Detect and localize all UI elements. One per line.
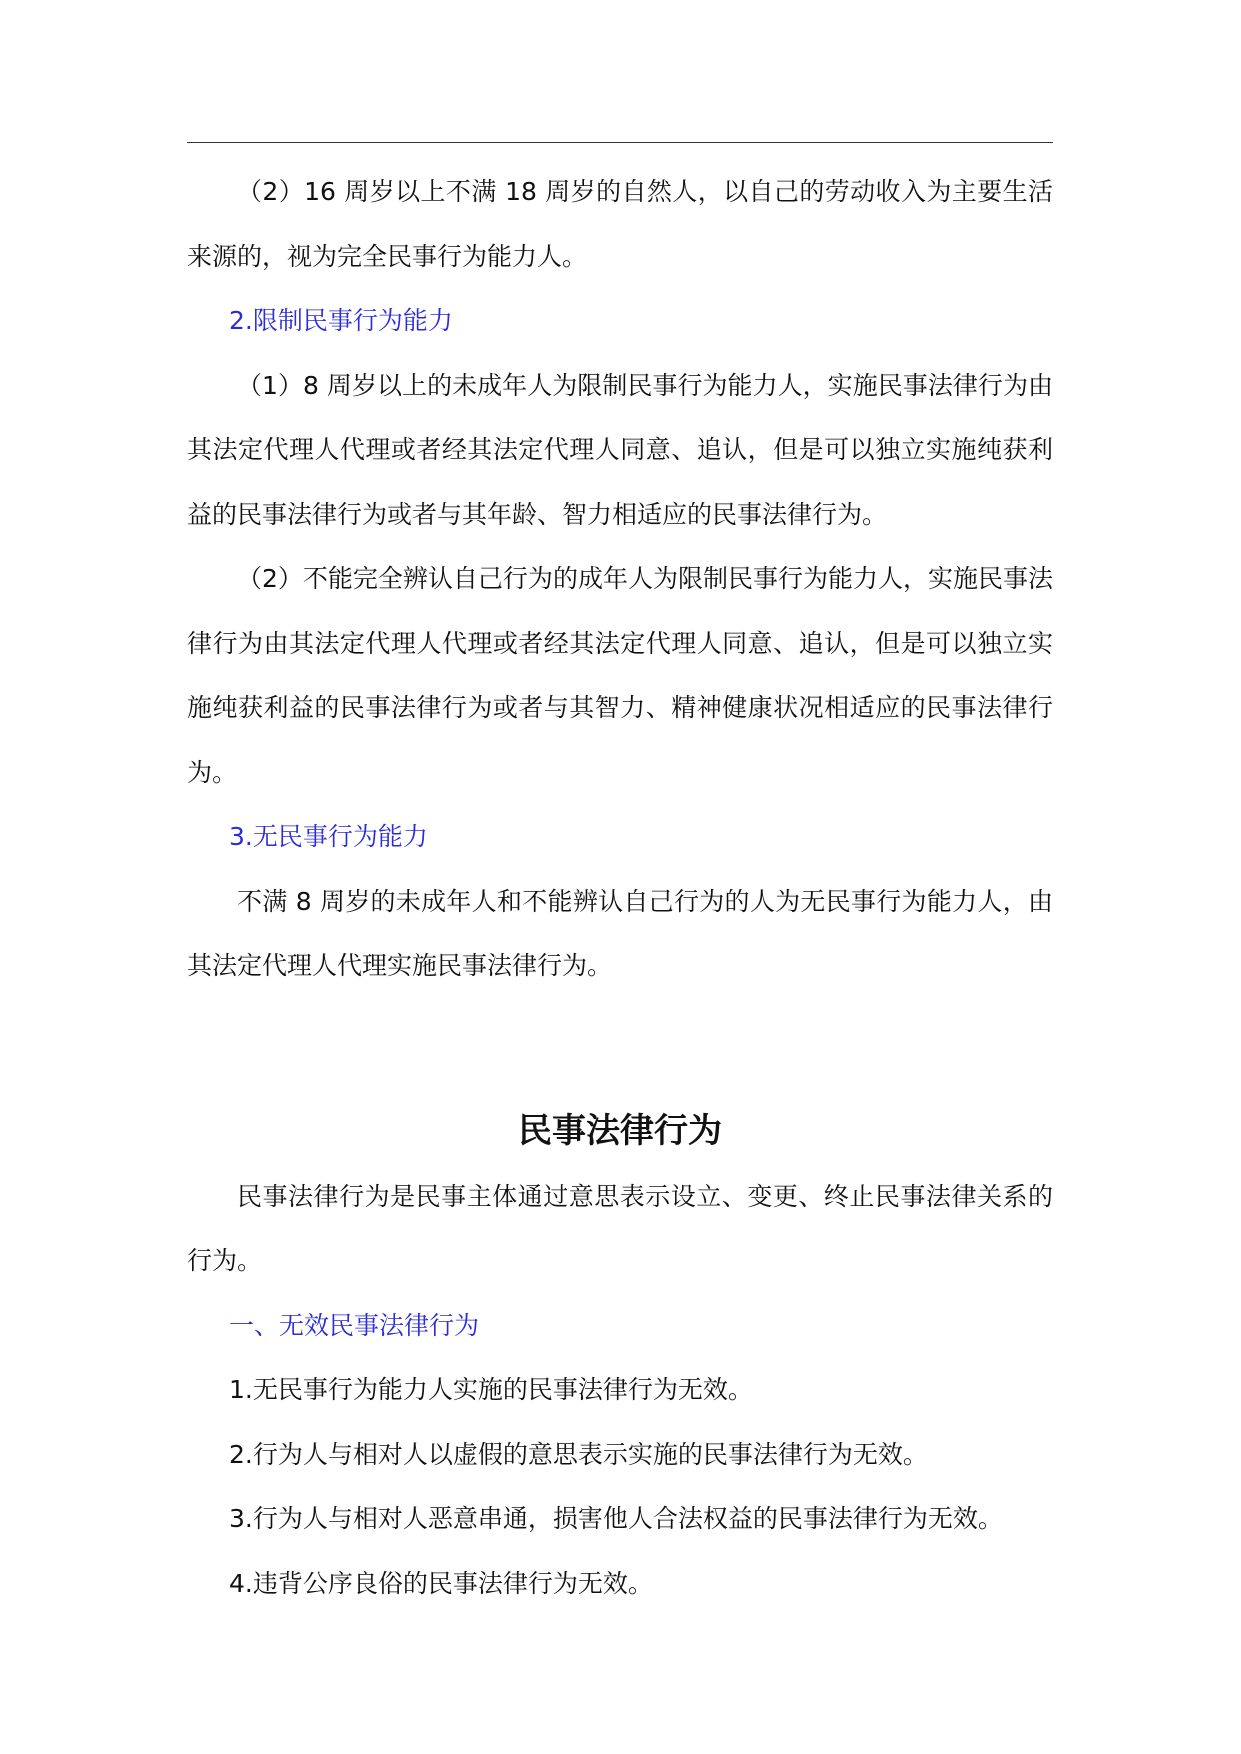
section-title: 民事法律行为	[518, 1110, 722, 1151]
paragraph-limited-capacity-2: （2）不能完全辨认自己行为的成年人为限制民事行为能力人，实施民事法律行为由其法定代理人代理或者经其法定代理人同意、追认，但是可以独立实施纯获利益的民事法律行为或者与其智力、精神健康状况相适应的民事法律行为。	[187, 564, 1053, 787]
heading-limited-capacity: 2.限制民事行为能力	[229, 306, 453, 335]
list-item: 3.行为人与相对人恶意串通，损害他人合法权益的民事法律行为无效。	[229, 1504, 1003, 1533]
list-item: 2.行为人与相对人以虚假的意思表示实施的民事法律行为无效。	[229, 1439, 928, 1469]
header-rule	[187, 142, 1053, 143]
document-body	[187, 160, 1053, 1616]
paragraph-intro: 民事法律行为是民事主体通过意思表示设立、变更、终止民事法律关系的行为。	[187, 1181, 1053, 1275]
paragraph-limited-capacity-1: （1）8 周岁以上的未成年人为限制民事行为能力人，实施民事法律行为由其法定代理人代理或者经其法定代理人同意、追认，但是可以独立实施纯获利益的民事法律行为或者与其年龄、智力相适应的民事法律行为。	[187, 370, 1053, 529]
heading-no-capacity: 3.无民事行为能力	[229, 822, 428, 851]
paragraph-full-capacity-2: （2）16 周岁以上不满 18 周岁的自然人，以自己的劳动收入为主要生活来源的，视为完全民事行为能力人。	[187, 177, 1053, 271]
paragraph-no-capacity: 不满 8 周岁的未成年人和不能辨认自己行为的人为无民事行为能力人，由其法定代理人代理实施民事法律行为。	[187, 886, 1053, 980]
list-item: 4.违背公序良俗的民事法律行为无效。	[229, 1568, 653, 1598]
list-item: 1.无民事行为能力人实施的民事法律行为无效。	[229, 1375, 753, 1404]
heading-invalid-acts: 一、无效民事法律行为	[229, 1310, 480, 1340]
